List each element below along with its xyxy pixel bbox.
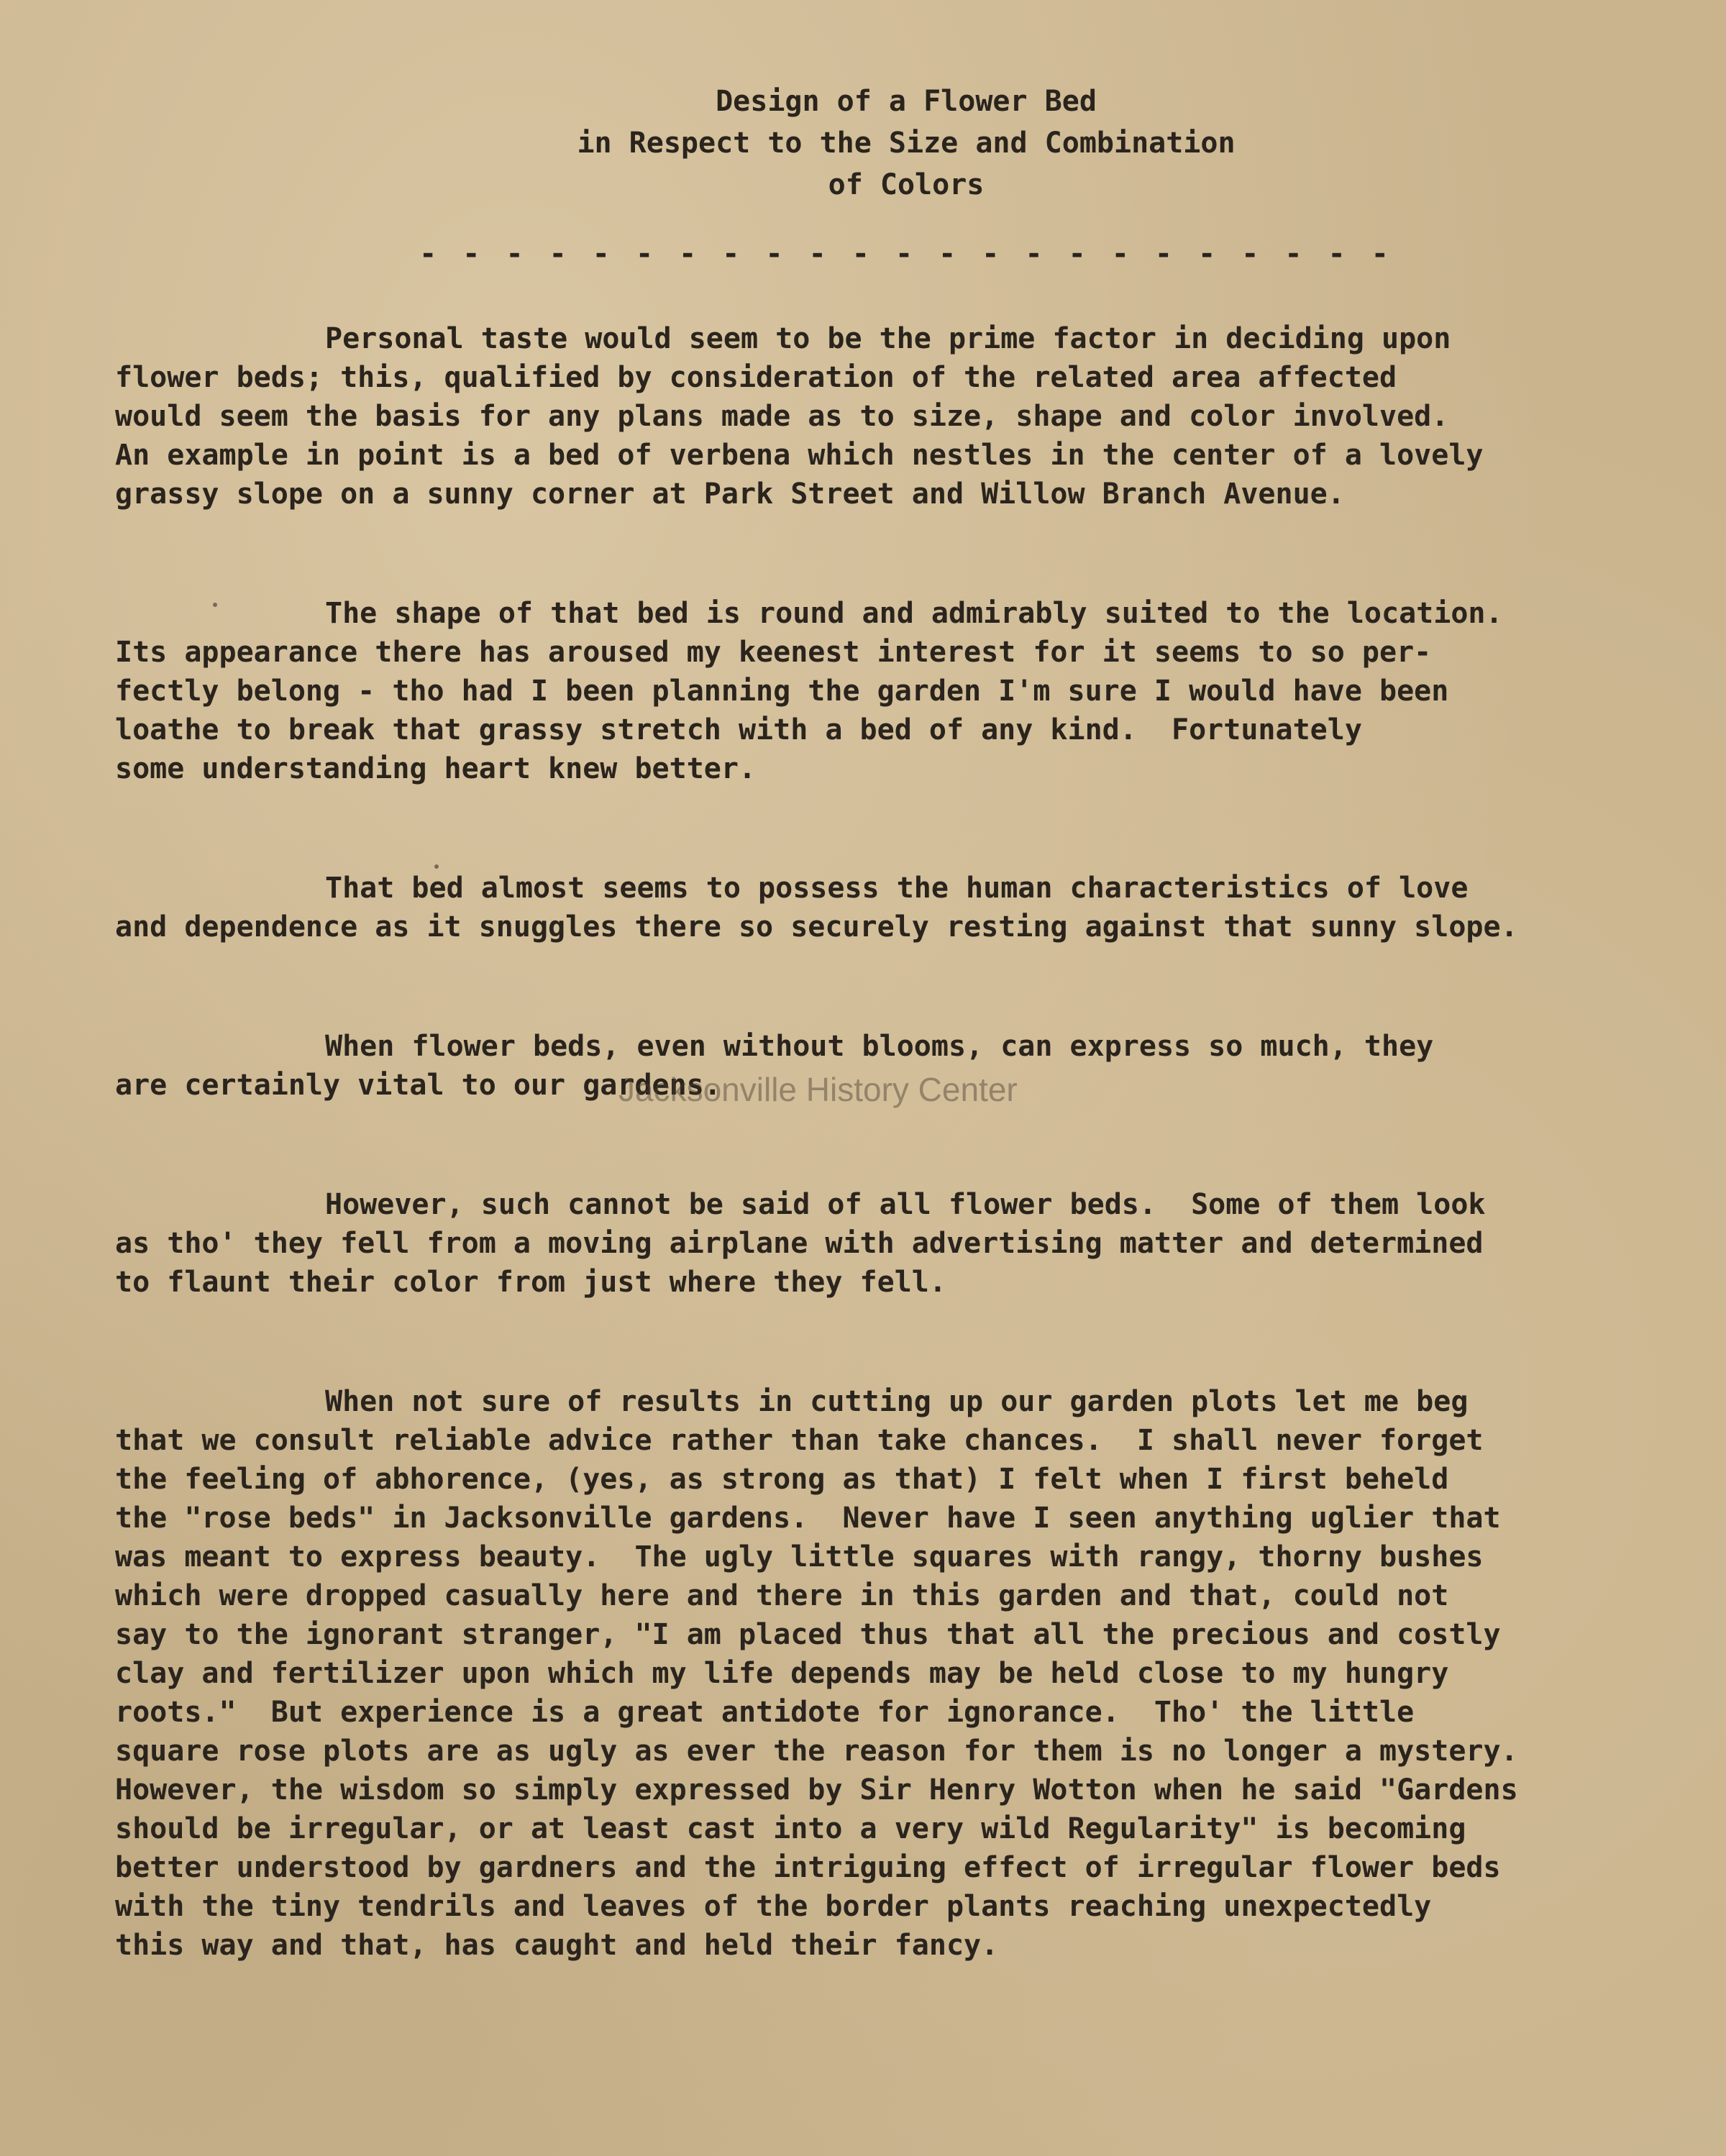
text-line: and dependence as it snuggles there so securely resting against that sunny slope. bbox=[115, 910, 1518, 944]
text-line: which were dropped casually here and there in this garden and that, could not bbox=[115, 1579, 1449, 1612]
paragraph-5 bbox=[115, 1185, 1668, 1302]
text-line: square rose plots are as ugly as ever the reason for them is no longer a mystery. bbox=[115, 1735, 1518, 1768]
title-divider: - - - - - - - - - - - - - - - - - - - - - - - bbox=[419, 237, 1393, 270]
text-line: loathe to break that grassy stretch with a bed of any kind. Fortunately bbox=[115, 713, 1362, 746]
document-body bbox=[115, 319, 1668, 1965]
text-line: When flower beds, even without blooms, can express so much, they bbox=[325, 1030, 1434, 1063]
text-line: was meant to express beauty. The ugly little squares with rangy, thorny bushes bbox=[115, 1540, 1484, 1573]
text-line: Personal taste would seem to be the prime factor in deciding upon bbox=[325, 322, 1451, 355]
text-line: say to the ignorant stranger, "I am placed thus that all the precious and costly bbox=[115, 1618, 1501, 1651]
text-line: grassy slope on a sunny corner at Park Street and Willow Branch Avenue. bbox=[115, 478, 1345, 511]
text-line: with the tiny tendrils and leaves of the border plants reaching unexpectedly bbox=[115, 1890, 1432, 1923]
text-line: as tho' they fell from a moving airplane with advertising matter and determined bbox=[115, 1227, 1484, 1260]
text-line: to flaunt their color from just where they fell. bbox=[115, 1266, 946, 1299]
paragraph-3 bbox=[115, 869, 1668, 946]
paragraph-6 bbox=[115, 1382, 1668, 1965]
archive-watermark: Jacksonville History Center bbox=[618, 1071, 1018, 1108]
text-line: that we consult reliable advice rather than take chances. I shall never forget bbox=[115, 1424, 1484, 1457]
title-line-1: Design of a Flower Bed bbox=[716, 85, 1097, 118]
text-line: That bed almost seems to possess the human characteristics of love bbox=[325, 872, 1469, 905]
text-line: flower beds; this, qualified by consideration of the related area affected bbox=[115, 361, 1397, 394]
text-line: fectly belong - tho had I been planning the garden I'm sure I would have been bbox=[115, 675, 1449, 708]
title-line-2: in Respect to the Size and Combination bbox=[577, 127, 1236, 160]
text-line: this way and that, has caught and held their fancy. bbox=[115, 1929, 999, 1962]
text-line: When not sure of results in cutting up our garden plots let me beg bbox=[325, 1385, 1469, 1418]
text-line: The shape of that bed is round and admirably suited to the location. bbox=[325, 597, 1503, 630]
paragraph-1 bbox=[115, 319, 1668, 513]
text-line: the feeling of abhorence, (yes, as strong as that) I felt when I first beheld bbox=[115, 1463, 1449, 1496]
text-line: However, such cannot be said of all flower beds. Some of them look bbox=[325, 1188, 1486, 1221]
paper-speck bbox=[434, 864, 439, 869]
text-line: roots." But experience is a great antidote for ignorance. Tho' the little bbox=[115, 1696, 1415, 1729]
document-title bbox=[115, 81, 1697, 206]
text-line: An example in point is a bed of verbena which nestles in the center of a lovely bbox=[115, 439, 1484, 472]
paragraph-2 bbox=[115, 594, 1668, 788]
text-line: better understood by gardners and the intriguing effect of irregular flower beds bbox=[115, 1851, 1501, 1884]
text-line: are certainly vital to our gardens. bbox=[115, 1069, 721, 1102]
text-line: would seem the basis for any plans made as to size, shape and color involved. bbox=[115, 400, 1449, 433]
text-line: However, the wisdom so simply expressed by Sir Henry Wotton when he said "Gardens bbox=[115, 1773, 1518, 1806]
text-line: some understanding heart knew better. bbox=[115, 752, 757, 785]
text-line: Its appearance there has aroused my keenest interest for it seems to so per- bbox=[115, 636, 1432, 669]
text-line: the "rose beds" in Jacksonville gardens. Never have I seen anything uglier that bbox=[115, 1502, 1501, 1535]
title-line-3: of Colors bbox=[828, 168, 985, 201]
text-line: should be irregular, or at least cast into a very wild Regularity" is becoming bbox=[115, 1812, 1466, 1845]
paper-speck bbox=[213, 603, 217, 607]
text-line: clay and fertilizer upon which my life depends may be held close to my hungry bbox=[115, 1657, 1449, 1690]
